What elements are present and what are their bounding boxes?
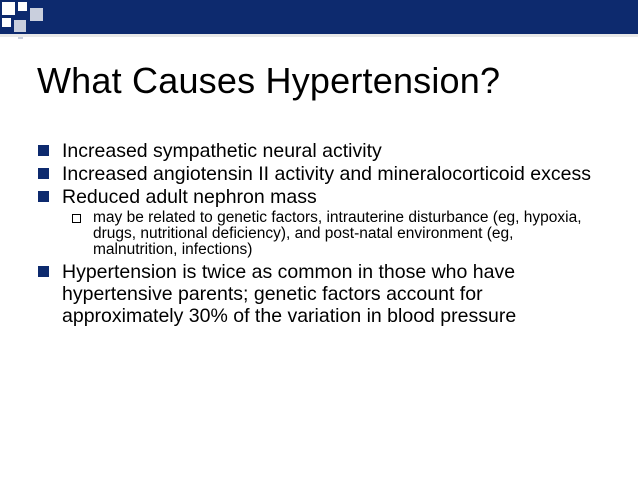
bullet-text: Reduced adult nephron mass — [62, 186, 317, 208]
bullet-item — [62, 163, 602, 185]
header-band — [0, 0, 638, 34]
bullet-item — [62, 140, 602, 162]
bullet-item — [62, 186, 602, 208]
square-bullet-icon — [38, 191, 49, 202]
square-bullet-icon — [38, 266, 49, 277]
bullet-list — [0, 140, 638, 328]
bullet-text: Increased angiotensin II activity and mineralocorticoid excess — [62, 163, 591, 185]
header-rule — [0, 34, 638, 37]
bullet-text: Hypertension is twice as common in those who have hypertensive parents; genetic factors account for approximately 30% of the variation in blood pressure — [62, 261, 517, 327]
sub-bullet-item — [93, 210, 593, 258]
slide-title: What Causes Hypertension? — [37, 60, 501, 101]
bullet-item — [62, 261, 602, 327]
hollow-square-bullet-icon — [72, 214, 81, 223]
bullet-text: Increased sympathetic neural activity — [62, 140, 382, 162]
square-bullet-icon — [38, 168, 49, 179]
square-bullet-icon — [38, 145, 49, 156]
sub-bullet-text: may be related to genetic factors, intrauterine disturbance (eg, hypoxia, drugs, nutritional deficiency), and post-natal environment (eg, malnutrition, infections) — [93, 209, 582, 258]
